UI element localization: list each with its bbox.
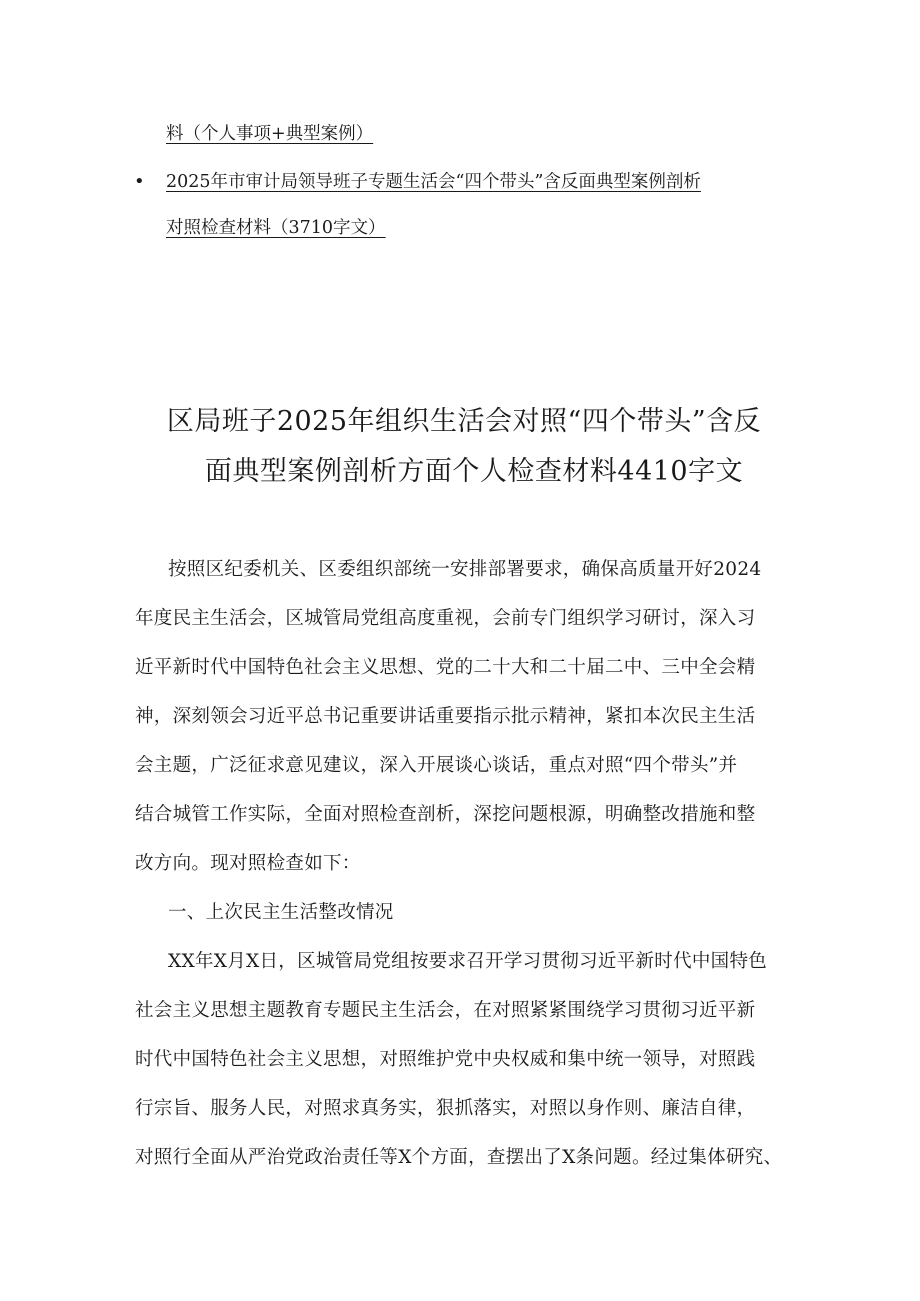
bullet-icon: • — [134, 171, 145, 192]
paragraph-line: 按照区纪委机关、区委组织部统一安排部署要求，确保高质量开好2024 — [168, 559, 762, 580]
paragraph-line: 近平新时代中国特色社会主义思想、党的二十大和二十届二中、三中全会精 — [135, 657, 756, 678]
paragraph-line: 结合城管工作实际，全面对照检查剖析，深挖问题根源，明确整改措施和整 — [135, 804, 756, 825]
toc-link-line-2[interactable]: 对照检查材料（3710字文） — [166, 218, 386, 238]
toc-link-continuation[interactable]: 料（个人事项+典型案例） — [166, 124, 374, 144]
paragraph-line: 会主题，广泛征求意见建议，深入开展谈心谈话，重点对照“四个带头”并 — [135, 755, 738, 776]
paragraph-line: 年度民主生活会，区城管局党组高度重视，会前专门组织学习研讨，深入习 — [135, 608, 756, 629]
paragraph-line: XX年X月X日，区城管局党组按要求召开学习贯彻习近平新时代中国特色 — [168, 951, 768, 972]
document-title-line-2: 面典型案例剖析方面个人检查材料4410字文 — [204, 456, 744, 487]
paragraph-line: 对照行全面从严治党政治责任等X个方面，查摆出了X条问题。经过集体研究、 — [135, 1147, 783, 1168]
document-title-line-1: 区局班子2025年组织生活会对照“四个带头”含反 — [166, 406, 762, 437]
paragraph-line: 神，深刻领会习近平总书记重要讲话重要指示批示精神，紧扣本次民主生活 — [135, 706, 756, 727]
toc-link-line-1[interactable]: 2025年市审计局领导班子专题生活会“四个带头”含反面典型案例剖析 — [166, 172, 701, 192]
paragraph-line: 时代中国特色社会主义思想，对照维护党中央权威和集中统一领导，对照践 — [135, 1049, 756, 1070]
paragraph-line: 改方向。现对照检查如下： — [135, 853, 361, 874]
paragraph-line: 行宗旨、服务人民，对照求真务实，狠抓落实，对照以身作则、廉洁自律， — [135, 1098, 756, 1119]
paragraph-intro — [135, 545, 795, 888]
paragraph-line: 社会主义思想主题教育专题民主生活会，在对照紧紧围绕学习贯彻习近平新 — [135, 1000, 756, 1021]
section-heading-text: 一、上次民主生活整改情况 — [168, 902, 394, 923]
paragraph-rectification — [135, 937, 795, 1182]
section-heading — [135, 888, 795, 937]
